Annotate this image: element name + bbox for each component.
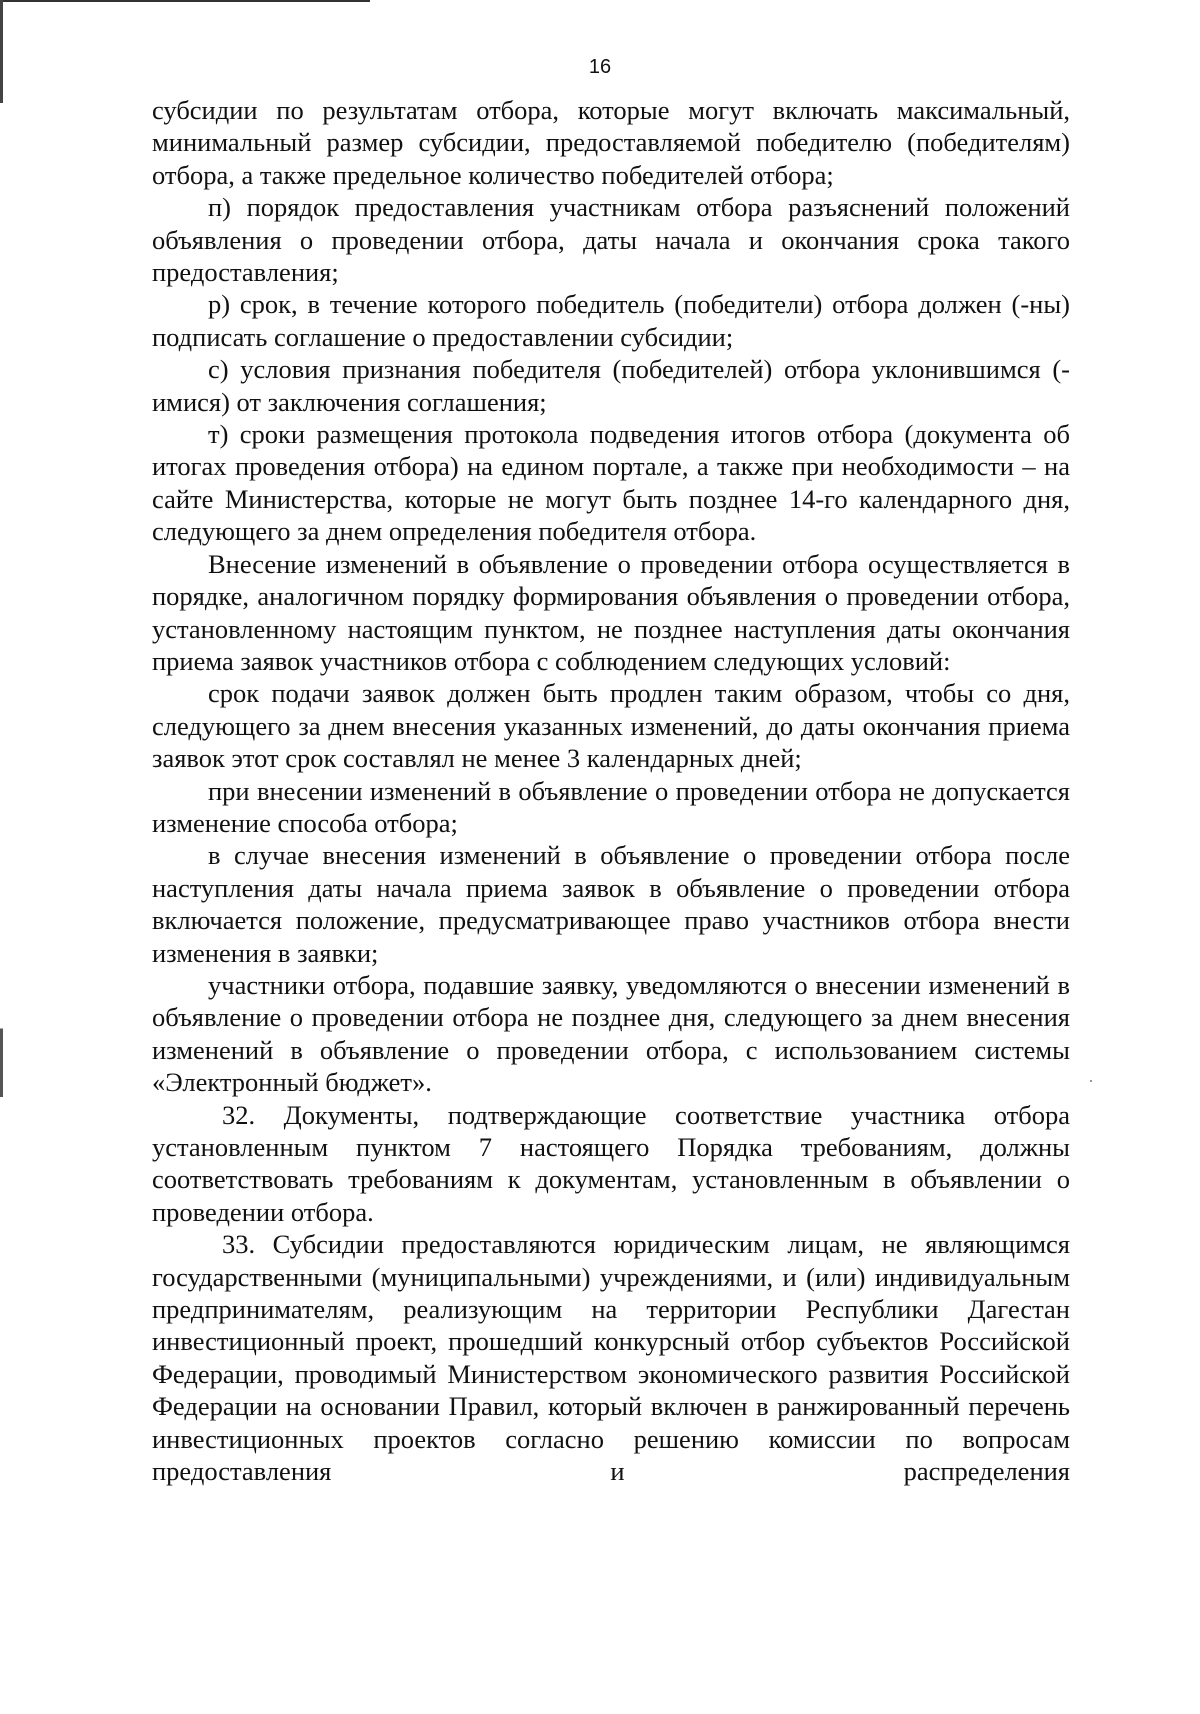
page-number: 16 — [588, 56, 612, 78]
paragraph-continuation: субсидии по результатам отбора, которые могут включать максимальный, минимальный размер субсидии, предоставляемой победителю (победителям) отбора, а также предельное количество победителей отбора; — [152, 95, 1070, 190]
paragraph-condition-notify: участники отбора, подавшие заявку, уведомляются о внесении изменений в объявление о проведении отбора не позднее дня, следующего за днем внесения изменений в объявление о проведении отбора, с использованием системы «Электронный бюджет». — [152, 969, 1070, 1098]
paragraph-32: 32. Документы, подтверждающие соответствие участника отбора установленным пунктом 7 настоящего Порядка требованиям, должны соответствовать требованиям к документам, установленным в объявлении о проведении отбора. — [152, 1099, 1070, 1227]
paragraph-item-p: п) порядок предоставления участникам отбора разъяснений положений объявления о проведении отбора, даты начала и окончания срока такого предоставления; — [152, 192, 1070, 288]
paragraph-item-s: с) условия признания победителя (победителей) отбора уклонившимся (-имися) от заключения соглашения; — [152, 354, 1070, 417]
paragraph-item-r: р) срок, в течение которого победитель (победители) отбора должен (-ны) подписать соглашение о предоставлении субсидии; — [152, 289, 1070, 352]
scan-edge-top — [0, 0, 370, 2]
scan-speck — [1090, 1080, 1092, 1082]
paragraph-item-t: т) сроки размещения протокола подведения итогов отбора (документа об итогах проведения отбора) на едином портале, а также при необходимости – на сайте Министерства, которые не могут быть позднее 14-го календарного дня, следующего за днем определения победителя отбора. — [152, 419, 1070, 547]
paragraph-amendments: Внесение изменений в объявление о проведении отбора осуществляется в порядке, аналогичном порядку формирования объявления о проведении отбора, установленному настоящим пунктом, не позднее наступления даты окончания приема заявок участников отбора с соблюдением следующих условий: — [152, 548, 1070, 676]
paragraph-condition-method: при внесении изменений в объявление о проведении отбора не допускается изменение способа отбора; — [152, 775, 1070, 838]
paragraph-condition-changes: в случае внесения изменений в объявление о проведении отбора после наступления даты начала приема заявок в объявление о проведении отбора включается положение, предусматривающее право участников отбора внести изменения в заявки; — [152, 840, 1070, 968]
paragraph-condition-deadline: срок подачи заявок должен быть продлен таким образом, чтобы со дня, следующего за днем внесения указанных изменений, до даты окончания приема заявок этот срок составлял не менее 3 календарных дней; — [152, 678, 1070, 774]
document-body — [152, 94, 1070, 1487]
scan-edge-left — [0, 0, 3, 1714]
paragraph-33: 33. Субсидии предоставляются юридическим лицам, не являющимся государственными (муниципальными) учреждениями, и (или) индивидуальным предпринимателям, реализующим на территории Республики Дагестан инвестиционный проект, прошедший конкурсный отбор субъектов Российской Федерации, проводимый Министерством экономического развития Российской Федерации на основании Правил, который включен в ранжированный перечень инвестиционных проектов согласно решению комиссии по вопросам предоставления и распределения — [152, 1229, 1070, 1487]
